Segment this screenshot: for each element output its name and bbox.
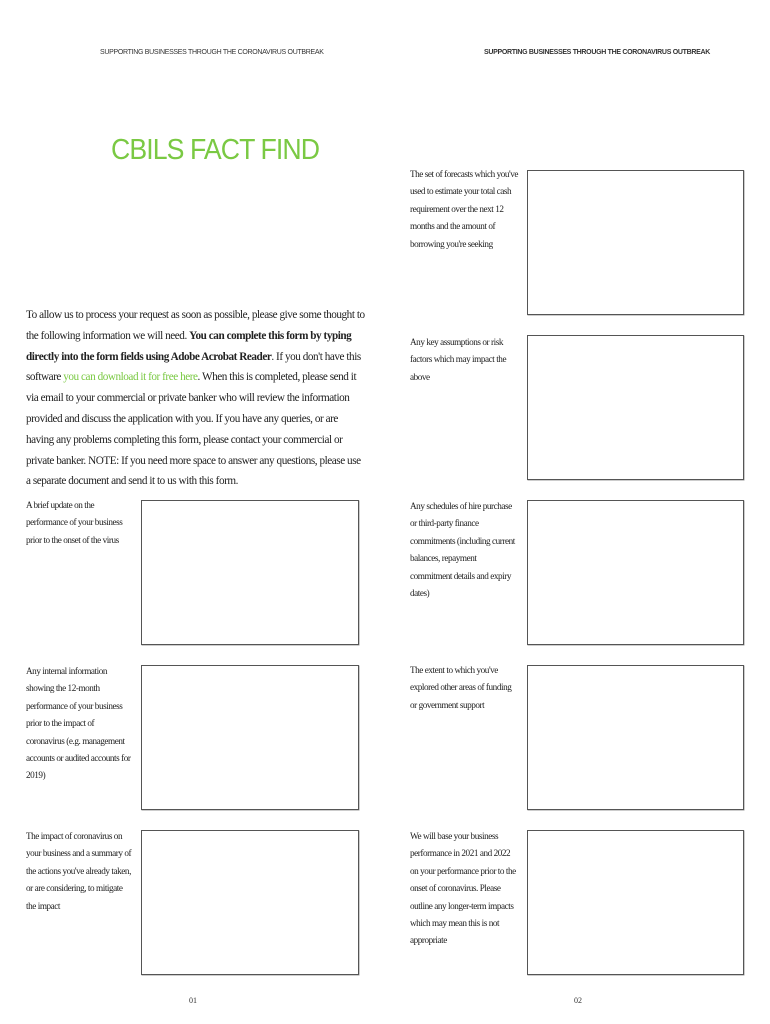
page-header-left: SUPPORTING BUSINESSES THROUGH THE CORONAVIRUS OUTBREAK [100,49,324,56]
page-number-left: 01 [189,996,197,1005]
field-label-longer-term-impacts: We will base your business performance in 2021 and 2022 on your performance prior to the onset of coronavirus. Please outline any longer-term impacts which may mean this is not appropriate [410,831,516,946]
intro-text-3: . When this is completed, please send it via email to your commercial or private banker who will review the information provided and discuss the application with you. If you have any queries, or are having any problems completing this form, please contact your commercial or private banker. NOTE: If you need more space to answer any questions, please use a separate document and send it to us with this form. [26,371,361,488]
field-label-hire-purchase-schedules: Any schedules of hire purchase or third-party finance commitments (including current balances, repayment commitment details and expiry dates) [410,501,515,599]
intro-text-2: . If you don't have this software [26,350,361,384]
other-funding-field[interactable] [527,665,744,810]
field-label-business-update: A brief update on the performance of your business prior to the onset of the virus [26,500,123,545]
intro-paragraph [26,305,366,492]
key-assumptions-field[interactable] [527,335,744,480]
field-label-forecasts: The set of forecasts which you've used to estimate your total cash requirement over the next 12 months and the amount of borrowing you're seeking [410,169,518,249]
download-link[interactable]: you can download it for free here [63,371,198,384]
forecasts-field[interactable] [527,170,744,315]
page-number-right: 02 [574,996,582,1005]
business-update-field[interactable] [141,500,359,645]
intro-bold-instruction: You can complete this form by typing directly into the form fields using Adobe Acrobat Reader [26,329,352,363]
longer-term-impacts-field[interactable] [527,830,744,975]
field-label-coronavirus-impact: The impact of coronavirus on your business and a summary of the actions you've already taken, or are considering, to mitigate the impact [26,831,132,911]
field-label-other-funding: The extent to which you've explored other areas of funding or government support [410,665,512,710]
internal-information-field[interactable] [141,665,359,810]
field-label-key-assumptions: Any key assumptions or risk factors which may impact the above [410,337,507,382]
coronavirus-impact-field[interactable] [141,830,359,975]
intro-text-1: To allow us to process your request as soon as possible, please give some thought to the following information we will need. [26,309,365,342]
hire-purchase-schedules-field[interactable] [527,500,744,645]
page-header-right: SUPPORTING BUSINESSES THROUGH THE CORONAVIRUS OUTBREAK [484,49,710,56]
page-title: CBILS FACT FIND [111,134,320,166]
field-label-internal-information: Any internal information showing the 12-month performance of your business prior to the impact of coronavirus (e.g. management accounts or audited accounts for 2019) [26,666,131,781]
